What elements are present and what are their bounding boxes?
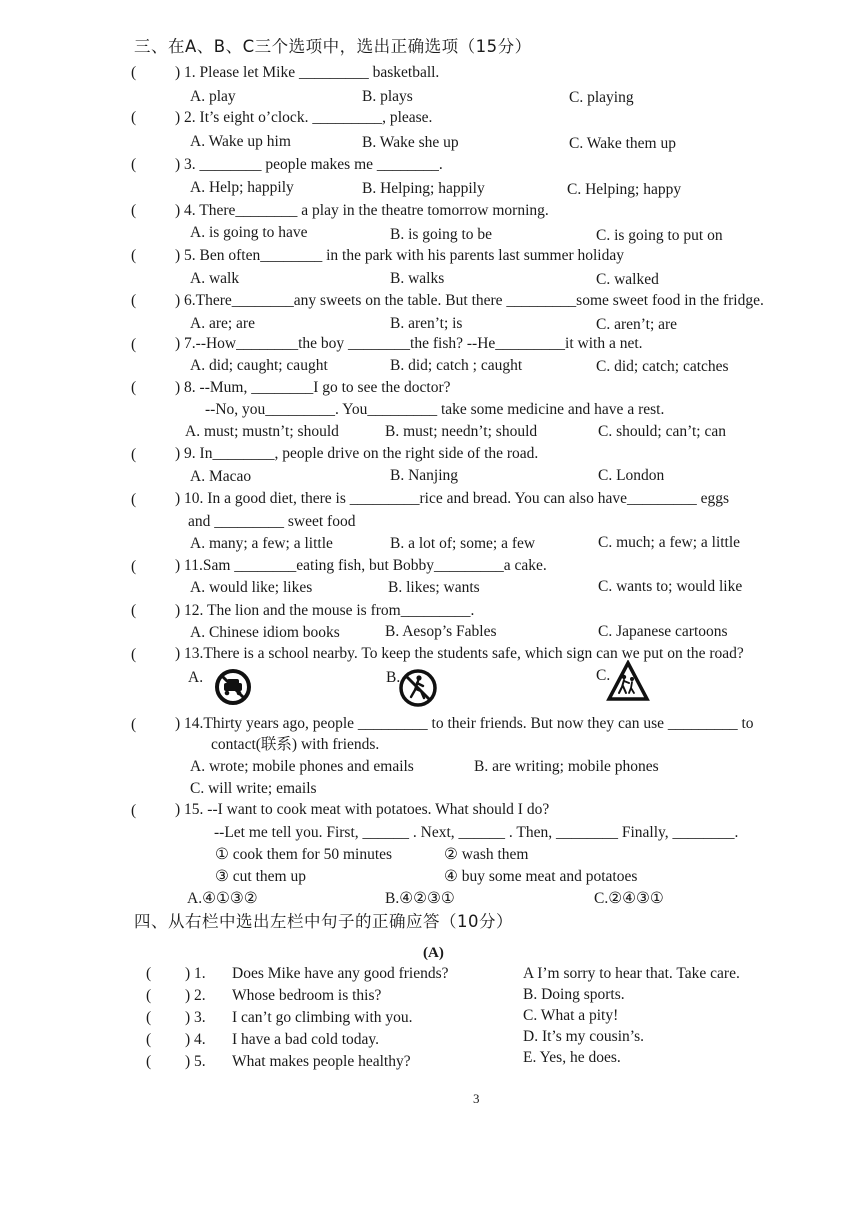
option-b: B. Helping; happily xyxy=(362,180,485,197)
question-text: ) 8. --Mum, ________I go to see the doctor? xyxy=(175,379,451,396)
answer-paren[interactable]: ( xyxy=(131,292,137,309)
option-c: C. London xyxy=(598,467,665,484)
question-text: ) 15. --I want to cook meat with potatoes. What should I do? xyxy=(175,801,550,818)
option-a: A. wrote; mobile phones and emails xyxy=(190,758,414,775)
option-c: C. did; catch; catches xyxy=(596,358,729,375)
option-a: A. did; caught; caught xyxy=(190,357,328,374)
response-b: B. Doing sports. xyxy=(523,986,625,1003)
option-c: C. Japanese cartoons xyxy=(598,623,728,640)
answer-paren[interactable]: ( xyxy=(146,1053,152,1070)
option-c: C. much; a few; a little xyxy=(598,534,741,551)
option-c: C. wants to; would like xyxy=(598,578,743,595)
option-c: C. aren’t; are xyxy=(596,316,678,333)
answer-paren[interactable]: ( xyxy=(146,1009,152,1026)
question-text-line2: --Let me tell you. First, ______ . Next, ______ . Then, ________ Finally, ________. xyxy=(214,824,739,841)
option-c: C. will write; emails xyxy=(190,780,317,797)
section3-title: 三、在A、B、C三个选项中，选出正确选项（15分） xyxy=(134,37,532,56)
item-number: ) 5. xyxy=(185,1053,206,1070)
question-text: ) 6.There________any sweets on the table. But there _________some sweet food in the fridge. xyxy=(175,292,764,309)
answer-paren[interactable]: ( xyxy=(131,247,137,264)
question-text: ) 10. In a good diet, there is _________rice and bread. You can also have_________ eggs xyxy=(175,490,730,507)
option-c: C. xyxy=(596,667,611,684)
response-c: C. What a pity! xyxy=(523,1007,619,1024)
option-a: A. walk xyxy=(190,270,240,287)
item-number: ) 4. xyxy=(185,1031,206,1048)
option-a: A. Chinese idiom books xyxy=(190,624,340,641)
question-text-line2: and _________ sweet food xyxy=(188,513,356,530)
option-b: B. likes; wants xyxy=(388,579,480,596)
option-c: C.②④③① xyxy=(594,890,664,907)
option-a: A. Wake up him xyxy=(190,133,291,150)
option-b: B. plays xyxy=(362,88,413,105)
question-text: ) 7.--How________the boy ________the fish? --He_________it with a net. xyxy=(175,335,643,352)
answer-paren[interactable]: ( xyxy=(131,802,137,819)
answer-paren[interactable]: ( xyxy=(131,64,137,81)
question-text: ) 11.Sam ________eating fish, but Bobby_________a cake. xyxy=(175,557,547,574)
option-c: C. walked xyxy=(596,271,659,288)
question-text: ) 1. Please let Mike _________ basketball. xyxy=(175,64,440,81)
question-text: ) 12. The lion and the mouse is from_________. xyxy=(175,602,475,619)
answer-paren[interactable]: ( xyxy=(131,379,137,396)
question-text-line2: contact(联系) with friends. xyxy=(211,736,380,753)
option-b: B. must; needn’t; should xyxy=(385,423,538,440)
children-crossing-sign-icon xyxy=(606,660,650,702)
option-c: C. Wake them up xyxy=(569,135,676,152)
option-b: B. Aesop’s Fables xyxy=(385,623,497,640)
option-b: B. is going to be xyxy=(390,226,493,243)
item-number: ) 1. xyxy=(185,965,206,982)
option-b: B. walks xyxy=(390,270,445,287)
response-d: D. It’s my cousin’s. xyxy=(523,1028,644,1045)
option-b: B. did; catch ; caught xyxy=(390,357,523,374)
item-number: ) 2. xyxy=(185,987,206,1004)
option-a: A. play xyxy=(190,88,236,105)
response-a: A I’m sorry to hear that. Take care. xyxy=(523,965,740,982)
item-text: What makes people healthy? xyxy=(232,1053,411,1070)
option-a: A.④①③② xyxy=(187,890,258,907)
answer-paren[interactable]: ( xyxy=(131,716,137,733)
option-b: B. Nanjing xyxy=(390,467,459,484)
option-b: B.④②③① xyxy=(385,890,455,907)
option-b: B. aren’t; is xyxy=(390,315,463,332)
option-c: C. is going to put on xyxy=(596,227,723,244)
answer-paren[interactable]: ( xyxy=(146,1031,152,1048)
answer-paren[interactable]: ( xyxy=(146,987,152,1004)
step-3: ③ cut them up xyxy=(215,868,306,885)
section4-title: 四、从右栏中选出左栏中句子的正确应答（10分） xyxy=(134,912,513,931)
item-text: I have a bad cold today. xyxy=(232,1031,380,1048)
option-a: A. Help; happily xyxy=(190,179,294,196)
answer-paren[interactable]: ( xyxy=(131,109,137,126)
option-a: A. Macao xyxy=(190,468,252,485)
question-text: ) 4. There________ a play in the theatre tomorrow morning. xyxy=(175,202,549,219)
option-c: C. playing xyxy=(569,89,634,106)
question-text: ) 14.Thirty years ago, people _________ to their friends. But now they can use _________ to xyxy=(175,715,754,732)
item-text: Whose bedroom is this? xyxy=(232,987,382,1004)
section4-subtitle: (A) xyxy=(423,945,444,961)
answer-paren[interactable]: ( xyxy=(131,156,137,173)
step-2: ② wash them xyxy=(444,846,529,863)
answer-paren[interactable]: ( xyxy=(131,558,137,575)
step-4: ④ buy some meat and potatoes xyxy=(444,868,638,885)
response-e: E. Yes, he does. xyxy=(523,1049,621,1066)
answer-paren[interactable]: ( xyxy=(131,446,137,463)
page-number: 3 xyxy=(473,1091,480,1106)
answer-paren[interactable]: ( xyxy=(131,336,137,353)
option-b: B. Wake she up xyxy=(362,134,459,151)
option-b: B. are writing; mobile phones xyxy=(474,758,659,775)
question-text: ) 9. In________, people drive on the right side of the road. xyxy=(175,445,539,462)
option-a: A. is going to have xyxy=(190,224,308,241)
item-number: ) 3. xyxy=(185,1009,206,1026)
option-c: C. Helping; happy xyxy=(567,181,682,198)
item-text: I can’t go climbing with you. xyxy=(232,1009,413,1026)
question-text-line2: --No, you_________. You_________ take some medicine and have a rest. xyxy=(205,401,665,418)
option-a: A. xyxy=(188,669,204,686)
question-text: ) 3. ________ people makes me ________. xyxy=(175,156,443,173)
answer-paren[interactable]: ( xyxy=(131,491,137,508)
option-c: C. should; can’t; can xyxy=(598,423,726,440)
answer-paren[interactable]: ( xyxy=(131,202,137,219)
option-a: A. many; a few; a little xyxy=(190,535,333,552)
option-a: A. are; are xyxy=(190,315,255,332)
no-pedestrians-sign-icon xyxy=(398,668,438,708)
no-cars-sign-icon xyxy=(214,668,252,706)
option-b: B. xyxy=(386,669,401,686)
question-text: ) 13.There is a school nearby. To keep the students safe, which sign can we put on the road? xyxy=(175,645,744,662)
answer-paren[interactable]: ( xyxy=(131,602,137,619)
question-text: ) 5. Ben often________ in the park with his parents last summer holiday xyxy=(175,247,624,264)
step-1: ① cook them for 50 minutes xyxy=(215,846,393,863)
item-text: Does Mike have any good friends? xyxy=(232,965,449,982)
answer-paren[interactable]: ( xyxy=(131,646,137,663)
answer-paren[interactable]: ( xyxy=(146,965,152,982)
option-a: A. must; mustn’t; should xyxy=(185,423,339,440)
question-text: ) 2. It’s eight o’clock. _________, please. xyxy=(175,109,433,126)
option-b: B. a lot of; some; a few xyxy=(390,535,536,552)
option-a: A. would like; likes xyxy=(190,579,313,596)
